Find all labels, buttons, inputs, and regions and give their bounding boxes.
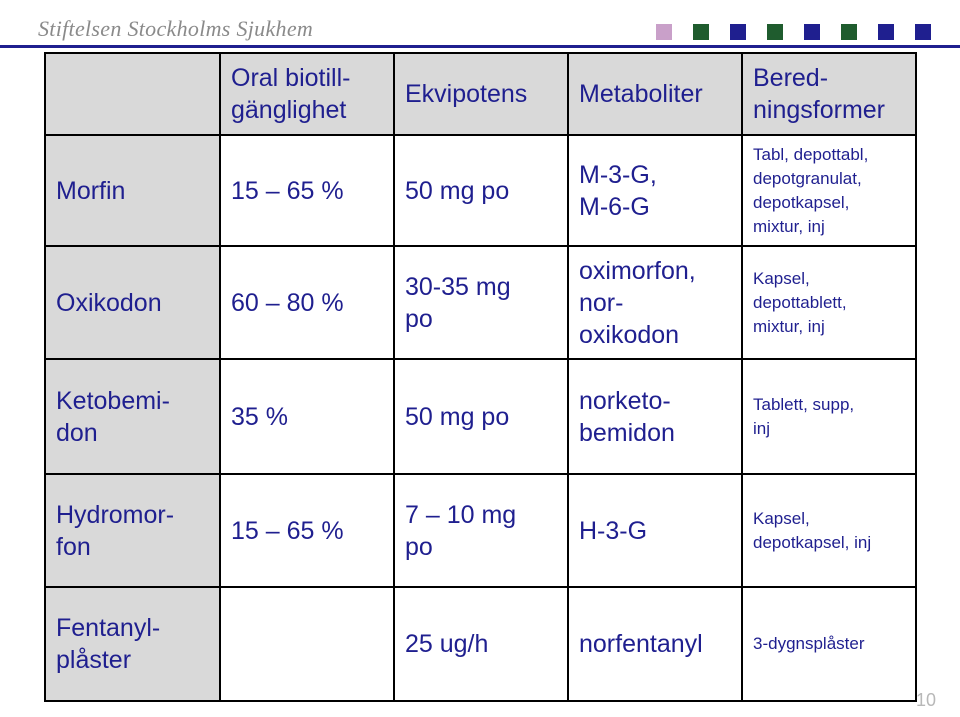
equipotency-value: 50 mg po <box>405 176 510 205</box>
metabolites-cell <box>568 474 742 587</box>
metabolites-cell <box>568 359 742 474</box>
equipotency-value: 7 – 10 mg po <box>405 500 517 561</box>
header-color-square <box>878 24 894 40</box>
formulations-cell <box>742 474 916 587</box>
formulations-value: Tabl, depottabl, depotgranulat, depotkapsel, mixtur, inj <box>753 144 869 236</box>
equipotency-value: 25 ug/h <box>405 630 489 658</box>
bioavailability-value: 60 – 80 % <box>231 288 344 317</box>
opioid-table <box>44 52 917 702</box>
header-color-square <box>767 24 783 40</box>
table-header-row <box>45 53 916 135</box>
bioavailability-cell <box>220 474 394 587</box>
drug-name-cell <box>45 587 220 701</box>
drug-name-cell <box>45 246 220 359</box>
drug-name: Ketobemi- don <box>56 386 170 447</box>
table-row <box>45 359 916 474</box>
drug-name-cell <box>45 474 220 587</box>
metabolites-cell <box>568 246 742 359</box>
metabolites-value: oximorfon, nor- oxikodon <box>579 256 696 349</box>
bioavailability-cell <box>220 359 394 474</box>
header-equipotency <box>394 53 568 135</box>
metabolites-cell <box>568 587 742 701</box>
header-label: Metaboliter <box>579 80 703 108</box>
formulations-cell <box>742 135 916 246</box>
equipotency-value: 30-35 mg po <box>405 272 511 333</box>
header-label: Ekvipotens <box>405 80 528 108</box>
table-row <box>45 474 916 587</box>
metabolites-value: H-3-G <box>579 516 648 545</box>
header-oral-bioavailability <box>220 53 394 135</box>
table-row <box>45 246 916 359</box>
metabolites-value: norfentanyl <box>579 630 703 658</box>
page-number: 10 <box>915 690 936 710</box>
header-label: Bered- ningsformer <box>753 64 885 124</box>
drug-name-cell <box>45 135 220 246</box>
equipotency-cell <box>394 587 568 701</box>
metabolites-cell <box>568 135 742 246</box>
formulations-value: 3-dygnsplåster <box>753 634 865 653</box>
drug-name: Morfin <box>56 176 126 205</box>
bioavailability-value: 35 % <box>231 402 288 431</box>
drug-name-cell <box>45 359 220 474</box>
header-color-square <box>841 24 857 40</box>
formulations-cell <box>742 359 916 474</box>
header-cell-empty <box>45 53 220 135</box>
formulations-cell <box>742 587 916 701</box>
table-row <box>45 587 916 701</box>
table-row <box>45 135 916 246</box>
equipotency-cell <box>394 135 568 246</box>
header-color-square <box>915 24 931 40</box>
bioavailability-cell <box>220 587 394 701</box>
header-label: Oral biotill- gänglighet <box>231 64 351 124</box>
drug-name: Fentanyl- plåster <box>56 614 161 674</box>
formulations-cell <box>742 246 916 359</box>
formulations-value: Kapsel, depotkapsel, inj <box>753 508 872 552</box>
header-color-square <box>730 24 746 40</box>
header-color-square <box>804 24 820 40</box>
header-rule <box>0 45 960 48</box>
header-formulations <box>742 53 916 135</box>
header-metabolites <box>568 53 742 135</box>
metabolites-value: norketo- bemidon <box>579 386 675 447</box>
formulations-value: Tablett, supp, inj <box>753 394 855 438</box>
equipotency-value: 50 mg po <box>405 402 510 431</box>
equipotency-cell <box>394 474 568 587</box>
drug-name: Hydromor- fon <box>56 500 175 561</box>
metabolites-value: M-3-G, M-6-G <box>579 160 657 221</box>
bioavailability-value: 15 – 65 % <box>231 176 344 205</box>
formulations-value: Kapsel, depottablett, mixtur, inj <box>753 268 847 336</box>
equipotency-cell <box>394 359 568 474</box>
bioavailability-cell <box>220 246 394 359</box>
equipotency-cell <box>394 246 568 359</box>
header-color-square <box>656 24 672 40</box>
brand-logo-text: Stiftelsen Stockholms Sjukhem <box>38 16 314 41</box>
bioavailability-value: 15 – 65 % <box>231 516 344 545</box>
bioavailability-cell <box>220 135 394 246</box>
header-color-square <box>693 24 709 40</box>
drug-name: Oxikodon <box>56 288 162 317</box>
